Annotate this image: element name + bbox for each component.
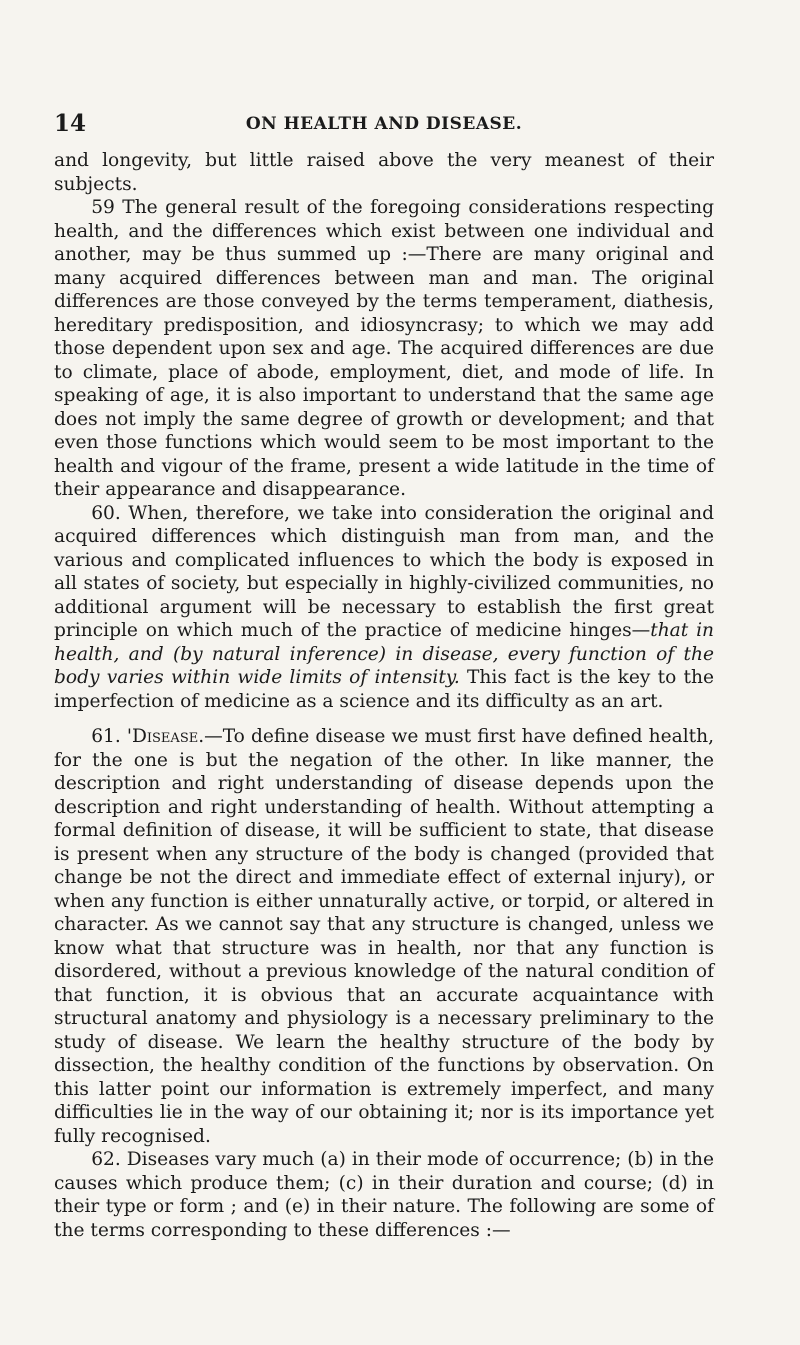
paragraph-continuation: and longevity, but little raised above the very meanest of their subjects. [54,150,714,195]
page-number: 14 [54,110,87,137]
paragraph-60 [54,502,714,714]
paragraph-61 [54,725,714,1148]
paragraph-59: 59 The general result of the foregoing considerations respecting health, and the differences which exist between one individual and another, may be thus summed up :—There are many original and many acquired differences between man and man. The original differences are those conveyed by the terms temperament, diathesis, hereditary predisposition, and idiosyncrasy; to which we may add those dependent upon sex and age. The acquired differences are due to climate, place of abode, employment, diet, and mode of life. In speaking of age, it is also important to understand that the same age does not imply the same degree of growth or development; and that even those functions which would seem to be most important to the health and vigour of the frame, present a wide latitude in the time of their appearance and disappearance. [54,197,714,500]
paragraph-61-number: 61. [91,726,127,747]
body-text [54,149,714,1242]
paragraph-60-principle: that in health, and (by natural inference) in disease, every function of the body varies within wide limits of intensity. [54,620,714,688]
running-title: ON HEALTH AND DISEASE. [245,114,523,134]
paragraph-60-start: 60. When, therefore, we take into consideration the original and acquired differences which distinguish man from man, and the various and complicated influences to which the body is exposed in all states of society, but especially in highly-civilized communities, no additional argument will be necessary to establish the first great principle on which much of the practice of medicine hinges— [54,502,714,641]
paragraph-61-heading: 'Disease. [126,726,205,747]
paragraph-60-end: This fact is the key to the imperfection of medicine as a science and its difficulty as an art. [54,667,714,712]
paragraph-62: 62. Diseases vary much (a) in their mode of occurrence; (b) in the causes which produce them; (c) in their duration and course; (d) in their type or form ; and (e) in their nature. The following are some of the terms corresponding to these differences :— [54,1149,714,1241]
page-header [54,110,714,140]
paragraph-61-body: —To define disease we must first have defined health, for the one is but the negation of the other. In like manner, the description and right understanding of disease depends upon the description and right understanding of health. Without attempting a formal definition of disease, it will be sufficient to state, that disease is present when any structure of the body is changed (provided that change be not the direct and immediate effect of external injury), or when any function is either unnaturally active, or torpid, or altered in character. As we cannot say that any structure is changed, unless we know what that structure was in health, nor that any function is disordered, without a previous knowledge of the natural condition of that function, it is obvious that an accurate acquaintance with structural anatomy and physiology is a necessary preliminary to the study of disease. We learn the healthy structure of the body by dissection, the healthy condition of the functions by observation. On this latter point our information is extremely imperfect, and many difficulties lie in the way of our obtaining it; nor is its importance yet fully recognised. [54,726,714,1147]
